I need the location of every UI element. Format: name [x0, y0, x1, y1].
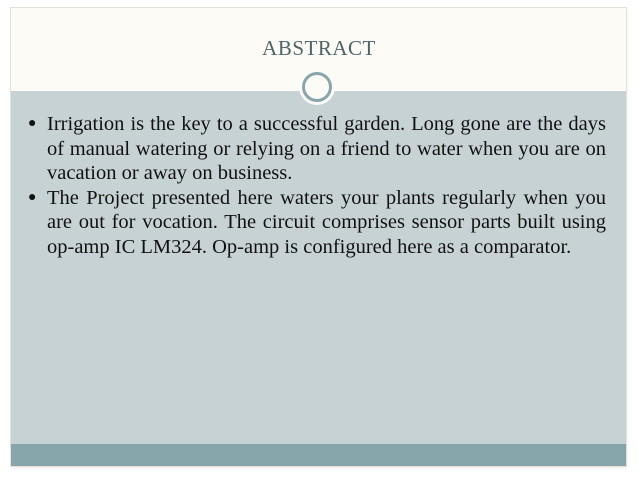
slide-title: ABSTRACT [262, 36, 376, 60]
circle-divider-icon [302, 72, 332, 102]
bullet-dot-icon: ● [28, 189, 37, 205]
bullet-dot-icon: ● [28, 116, 37, 131]
bullet-item [28, 186, 606, 260]
bullet-item [28, 112, 606, 186]
footer-band [11, 444, 626, 466]
bullet-list [28, 112, 606, 259]
bullet-text: Irrigation is the key to a successful garden. Long gone are the days of manual watering or relying on a friend to water when you are on vacation or away on business. [47, 113, 606, 184]
bullet-text: The Project presented here waters your plants regularly when you are out for vocation. The circuit comprises sensor parts built using op-amp IC LM324. Op-amp is configured here as a comparator. [47, 186, 606, 258]
